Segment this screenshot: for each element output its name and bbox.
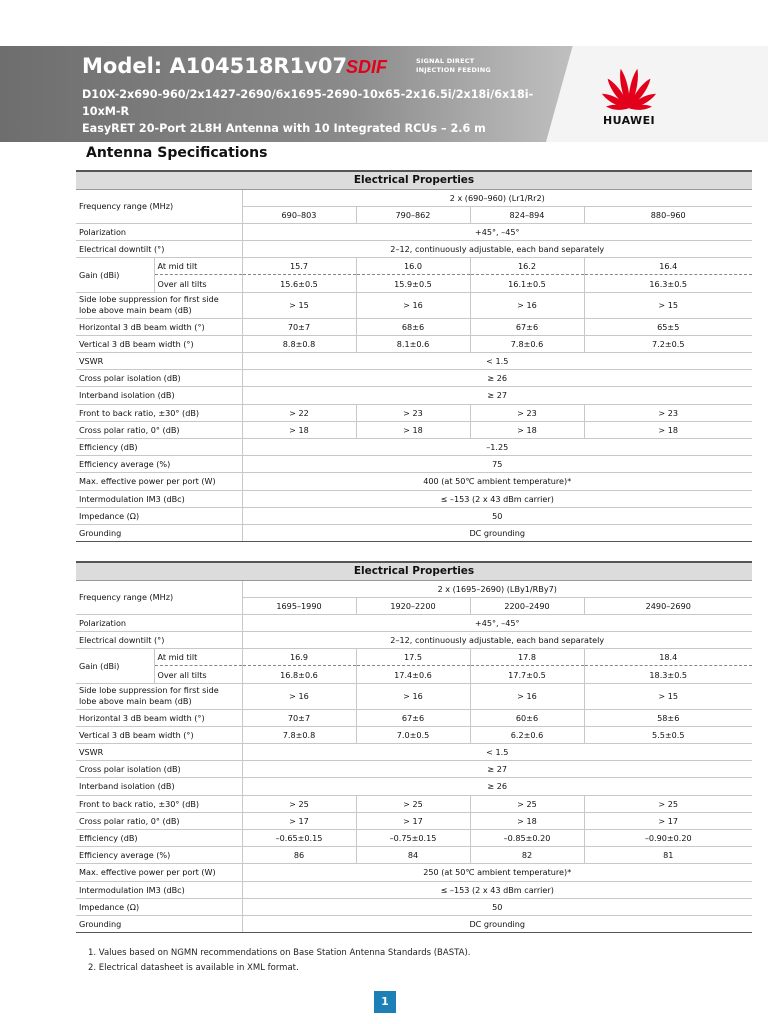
row-label: Polarization	[76, 614, 242, 631]
band-header: 1920–2200	[356, 597, 470, 614]
cell-value: 16.4	[584, 258, 752, 275]
cell-value: > 17	[356, 812, 470, 829]
table-row	[76, 189, 752, 206]
row-label: Electrical downtilt (°)	[76, 241, 242, 258]
sub-label: At mid tilt	[154, 649, 242, 666]
sub-label: At mid tilt	[154, 258, 242, 275]
cell-value: > 16	[356, 292, 470, 318]
table-row	[76, 614, 752, 631]
table-row	[76, 580, 752, 597]
cell-value: 60±6	[470, 709, 584, 726]
cell-value: < 1.5	[242, 353, 752, 370]
row-label: Efficiency average (%)	[76, 847, 242, 864]
cell-value: > 15	[242, 292, 356, 318]
row-label: Side lobe suppression for first side lobe above main beam (dB)	[76, 683, 242, 709]
sdif-tagline-line: SIGNAL DIRECT	[416, 57, 475, 65]
cell-value: –0.75±0.15	[356, 829, 470, 846]
cell-value: 16.8±0.6	[242, 666, 356, 683]
cell-value: > 17	[584, 812, 752, 829]
table-row	[76, 744, 752, 761]
cell-value: > 22	[242, 404, 356, 421]
row-label: VSWR	[76, 744, 242, 761]
cell-value: 16.9	[242, 649, 356, 666]
table-row	[76, 649, 752, 666]
table-row	[76, 353, 752, 370]
table-row	[76, 709, 752, 726]
cell-value: 8.1±0.6	[356, 335, 470, 352]
cell-value: –0.90±0.20	[584, 829, 752, 846]
row-label: Electrical downtilt (°)	[76, 632, 242, 649]
row-label: Cross polar ratio, 0° (dB)	[76, 421, 242, 438]
table-row	[76, 223, 752, 240]
cell-value: 17.5	[356, 649, 470, 666]
row-label: Max. effective power per port (W)	[76, 473, 242, 490]
table-row	[76, 524, 752, 541]
cell-value: > 18	[470, 812, 584, 829]
cell-value: +45°, –45°	[242, 223, 752, 240]
table-title: Electrical Properties	[76, 562, 752, 580]
cell-value: –1.25	[242, 438, 752, 455]
cell-value: > 15	[584, 292, 752, 318]
cell-value: 70±7	[242, 318, 356, 335]
table-row	[76, 666, 752, 683]
cell-value: > 23	[356, 404, 470, 421]
row-label: Max. effective power per port (W)	[76, 864, 242, 881]
freq-range-value: 2 x (1695–2690) (LBy1/RBy7)	[242, 580, 752, 597]
row-label: Cross polar ratio, 0° (dB)	[76, 812, 242, 829]
table-row	[76, 683, 752, 709]
cell-value: 6.2±0.6	[470, 726, 584, 743]
row-label: Polarization	[76, 223, 242, 240]
cell-value: > 16	[470, 683, 584, 709]
table-row	[76, 507, 752, 524]
row-label: Interband isolation (dB)	[76, 778, 242, 795]
table-row	[76, 847, 752, 864]
table-row	[76, 404, 752, 421]
row-label: Cross polar isolation (dB)	[76, 370, 242, 387]
cell-value: 86	[242, 847, 356, 864]
cell-value: 17.4±0.6	[356, 666, 470, 683]
page-number: 1	[374, 991, 396, 1013]
cell-value: < 1.5	[242, 744, 752, 761]
row-label: Efficiency (dB)	[76, 829, 242, 846]
cell-value: ≥ 26	[242, 778, 752, 795]
cell-value: 16.2	[470, 258, 584, 275]
band-header: 2490–2690	[584, 597, 752, 614]
table-row	[76, 726, 752, 743]
cell-value: > 18	[584, 421, 752, 438]
table-row	[76, 258, 752, 275]
cell-value: 70±7	[242, 709, 356, 726]
electrical-properties-table-low-band	[76, 170, 752, 542]
table-row	[76, 370, 752, 387]
cell-value: > 25	[242, 795, 356, 812]
cell-value: 65±5	[584, 318, 752, 335]
section-title: Antenna Specifications	[86, 145, 268, 161]
cell-value: –0.65±0.15	[242, 829, 356, 846]
row-label: Intermodulation IM3 (dBc)	[76, 881, 242, 898]
table-row	[76, 898, 752, 915]
table-title-row	[76, 171, 752, 189]
band-header: 690–803	[242, 206, 356, 223]
cell-value: 8.8±0.8	[242, 335, 356, 352]
cell-value: > 18	[470, 421, 584, 438]
cell-value: 16.3±0.5	[584, 275, 752, 292]
cell-value: 15.6±0.5	[242, 275, 356, 292]
table-row	[76, 761, 752, 778]
cell-value: > 16	[242, 683, 356, 709]
cell-value: 18.3±0.5	[584, 666, 752, 683]
table-row	[76, 438, 752, 455]
row-label: Gain (dBi)	[76, 649, 154, 683]
cell-value: ≥ 26	[242, 370, 752, 387]
cell-value: ≥ 27	[242, 761, 752, 778]
footnote: 2. Electrical datasheet is available in XML format.	[88, 963, 299, 973]
row-label: VSWR	[76, 353, 242, 370]
sdif-tagline	[416, 57, 491, 75]
row-label: Grounding	[76, 915, 242, 932]
cell-value: 16.1±0.5	[470, 275, 584, 292]
cell-value: 58±6	[584, 709, 752, 726]
table-row	[76, 632, 752, 649]
model-subtitle: D10X-2x690-960/2x1427-2690/6x1695-2690-10x65-2x16.5i/2x18i/6x18i-10xM-R	[82, 88, 534, 118]
row-label: Front to back ratio, ±30° (dB)	[76, 795, 242, 812]
cell-value: ≥ 27	[242, 387, 752, 404]
band-header: 880–960	[584, 206, 752, 223]
cell-value: 7.8±0.8	[242, 726, 356, 743]
cell-value: > 25	[356, 795, 470, 812]
sdif-logo-text: SDIF	[346, 58, 388, 76]
cell-value: ≤ –153 (2 x 43 dBm carrier)	[242, 490, 752, 507]
table-row	[76, 456, 752, 473]
table-row	[76, 812, 752, 829]
row-label: Frequency range (MHz)	[76, 580, 242, 614]
table-row	[76, 241, 752, 258]
cell-value: –0.85±0.20	[470, 829, 584, 846]
cell-value: 2–12, continuously adjustable, each band separately	[242, 241, 752, 258]
cell-value: 18.4	[584, 649, 752, 666]
cell-value: > 15	[584, 683, 752, 709]
cell-value: 2–12, continuously adjustable, each band separately	[242, 632, 752, 649]
row-label: Efficiency average (%)	[76, 456, 242, 473]
cell-value: 82	[470, 847, 584, 864]
cell-value: > 25	[584, 795, 752, 812]
table-row	[76, 881, 752, 898]
row-label: Horizontal 3 dB beam width (°)	[76, 709, 242, 726]
row-label: Impedance (Ω)	[76, 507, 242, 524]
table-row	[76, 292, 752, 318]
band-header: 824–894	[470, 206, 584, 223]
cell-value: > 18	[356, 421, 470, 438]
cell-value: 7.8±0.6	[470, 335, 584, 352]
cell-value: 50	[242, 898, 752, 915]
row-label: Front to back ratio, ±30° (dB)	[76, 404, 242, 421]
cell-value: 17.7±0.5	[470, 666, 584, 683]
table-row	[76, 421, 752, 438]
cell-value: > 17	[242, 812, 356, 829]
cell-value: > 18	[242, 421, 356, 438]
cell-value: 67±6	[356, 709, 470, 726]
cell-value: 250 (at 50℃ ambient temperature)*	[242, 864, 752, 881]
cell-value: 16.0	[356, 258, 470, 275]
row-label: Vertical 3 dB beam width (°)	[76, 335, 242, 352]
row-label: Grounding	[76, 524, 242, 541]
footnotes	[88, 946, 470, 976]
model-title: Model: A104518R1v07	[82, 54, 348, 78]
cell-value: > 25	[470, 795, 584, 812]
freq-range-value: 2 x (690–960) (Lr1/Rr2)	[242, 189, 752, 206]
huawei-flower-logo-icon	[598, 66, 660, 110]
cell-value: DC grounding	[242, 524, 752, 541]
cell-value: > 23	[584, 404, 752, 421]
table-row	[76, 829, 752, 846]
band-header: 790–862	[356, 206, 470, 223]
footnote: 1. Values based on NGMN recommendations on Base Station Antenna Standards (BASTA).	[88, 948, 471, 958]
table-row	[76, 318, 752, 335]
band-header: 1695–1990	[242, 597, 356, 614]
table-row	[76, 335, 752, 352]
cell-value: ≤ –153 (2 x 43 dBm carrier)	[242, 881, 752, 898]
huawei-wordmark: HUAWEI	[603, 114, 655, 127]
cell-value: 15.7	[242, 258, 356, 275]
row-label: Horizontal 3 dB beam width (°)	[76, 318, 242, 335]
cell-value: +45°, –45°	[242, 614, 752, 631]
table-row	[76, 795, 752, 812]
row-label: Efficiency (dB)	[76, 438, 242, 455]
table-row	[76, 864, 752, 881]
cell-value: > 16	[470, 292, 584, 318]
row-label: Gain (dBi)	[76, 258, 154, 292]
cell-value: 75	[242, 456, 752, 473]
cell-value: 68±6	[356, 318, 470, 335]
cell-value: 5.5±0.5	[584, 726, 752, 743]
cell-value: 7.0±0.5	[356, 726, 470, 743]
cell-value: 84	[356, 847, 470, 864]
row-label: Vertical 3 dB beam width (°)	[76, 726, 242, 743]
table-title: Electrical Properties	[76, 171, 752, 189]
row-label: Frequency range (MHz)	[76, 189, 242, 223]
table-row	[76, 915, 752, 932]
table-row	[76, 778, 752, 795]
table-row	[76, 275, 752, 292]
cell-value: > 16	[356, 683, 470, 709]
cell-value: 15.9±0.5	[356, 275, 470, 292]
table-title-row	[76, 562, 752, 580]
product-description: EasyRET 20-Port 2L8H Antenna with 10 Integrated RCUs – 2.6 m	[82, 122, 486, 135]
cell-value: 7.2±0.5	[584, 335, 752, 352]
table-row	[76, 490, 752, 507]
row-label: Cross polar isolation (dB)	[76, 761, 242, 778]
cell-value: 400 (at 50℃ ambient temperature)*	[242, 473, 752, 490]
cell-value: 50	[242, 507, 752, 524]
row-label: Intermodulation IM3 (dBc)	[76, 490, 242, 507]
cell-value: 67±6	[470, 318, 584, 335]
sdif-logo	[346, 58, 408, 76]
row-label: Impedance (Ω)	[76, 898, 242, 915]
sub-label: Over all tilts	[154, 275, 242, 292]
row-label: Interband isolation (dB)	[76, 387, 242, 404]
cell-value: > 23	[470, 404, 584, 421]
cell-value: DC grounding	[242, 915, 752, 932]
table-row	[76, 473, 752, 490]
row-label: Side lobe suppression for first side lobe above main beam (dB)	[76, 292, 242, 318]
table-row	[76, 387, 752, 404]
cell-value: 81	[584, 847, 752, 864]
band-header: 2200–2490	[470, 597, 584, 614]
sub-label: Over all tilts	[154, 666, 242, 683]
cell-value: 17.8	[470, 649, 584, 666]
sdif-tagline-line: INJECTION FEEDING	[416, 66, 491, 74]
electrical-properties-table-high-band	[76, 561, 752, 933]
